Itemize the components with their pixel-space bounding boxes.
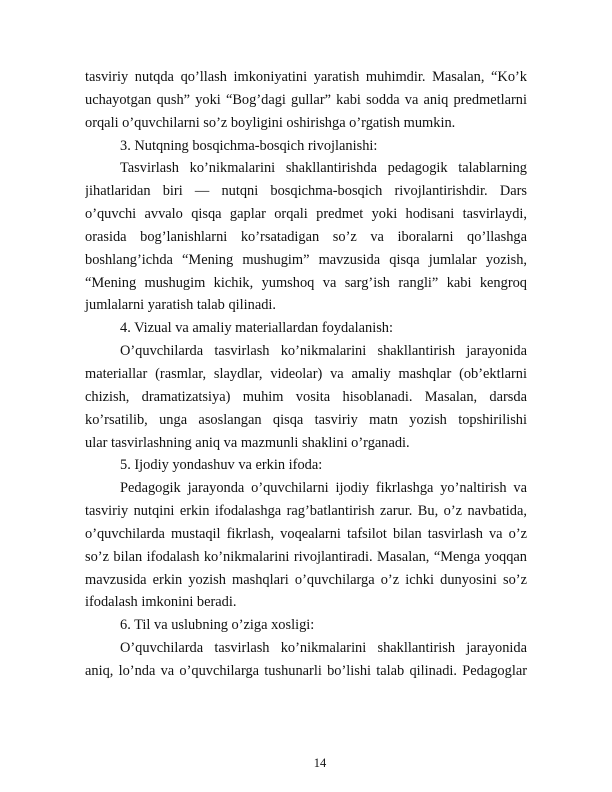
text-line: 4. Vizual va amaliy materiallardan foydalanish: <box>120 320 393 337</box>
text-line: o’quvchilarda mustaqil fikrlash, voqealarni tafsilot bilan tasvirlash va o’z <box>85 525 527 542</box>
text-line: so’z bilan ifodalash ko’nikmalarini rivojlantiradi. Masalan, “Menga yoqqan <box>85 548 527 565</box>
text-line: o’quvchi avvalo qisqa gaplar orqali predmet yoki hodisani tasvirlaydi, <box>85 206 527 223</box>
text-line: Pedagogik jarayonda o’quvchilarni ijodiy fikrlashga yo’naltirish va <box>120 480 527 497</box>
page-number: 14 <box>313 756 327 770</box>
paragraph <box>85 66 527 135</box>
text-line: aniq, lo’nda va o’quvchilarga tushunarli bo’lishi talab qilinadi. Pedagoglar <box>85 662 527 679</box>
text-line: O’quvchilarda tasvirlash ko’nikmalarini shakllantirish jarayonida <box>120 640 527 657</box>
paragraph <box>85 157 527 317</box>
text-line: tasviriy nutqini erkin ifodalashga rag’batlantirish zarur. Bu, o’z navbatida, <box>85 503 527 520</box>
document-body <box>85 66 527 683</box>
text-line: tasviriy nutqda qo’llash imkoniyatini yaratish muhimdir. Masalan, “Ko’k <box>85 69 527 85</box>
text-line: ular tasvirlashning aniq va mazmunli shaklini o’rganadi. <box>85 434 410 451</box>
text-line: orasida bog’lanishlarni ko’rsatadigan so’z va iboralarni qo’llashga <box>85 228 527 245</box>
paragraph <box>85 637 527 683</box>
text-line: ifodalash imkonini beradi. <box>85 594 237 611</box>
text-line: jumlalarni yaratish talab qilinadi. <box>85 297 277 314</box>
text-line: “Mening mushugim kichik, yumshoq va sarg’ish rangli” kabi kengroq <box>85 274 527 291</box>
text-line: Tasvirlash ko’nikmalarini shakllantirishda pedagogik talablarning <box>120 160 527 177</box>
text-line: ko’rsatilib, unga asoslangan qisqa tasviriy matn yozish topshirilishi <box>85 411 527 428</box>
text-line: chizish, dramatizatsiya) muhim vosita hisoblanadi. Masalan, darsda <box>85 388 527 405</box>
text-line: 6. Til va uslubning o’ziga xosligi: <box>120 617 315 634</box>
text-line: uchayotgan qush” yoki “Bog’dagi gullar” kabi sodda va aniq predmetlarni <box>85 91 527 108</box>
section-heading <box>85 317 527 340</box>
paragraph <box>85 340 527 454</box>
text-line: O’quvchilarda tasvirlash ko’nikmalarini shakllantirish jarayonida <box>120 343 527 360</box>
text-line: mavzusida erkin yozish mashqlari o’quvchilarga o’z ichki dunyosini so’z <box>85 571 527 588</box>
section-heading <box>85 454 527 477</box>
text-line: 3. Nutqning bosqichma-bosqich rivojlanishi: <box>120 137 378 154</box>
text-line: materiallar (rasmlar, slaydlar, videolar) va amaliy mashqlar (ob’ektlarni <box>85 365 527 382</box>
section-heading <box>85 135 527 158</box>
text-line: jihatlaridan biri — nutqni bosqichma-bosqich rivojlantirishdir. Dars <box>85 183 527 200</box>
paragraph <box>85 477 527 614</box>
text-line: 5. Ijodiy yondashuv va erkin ifoda: <box>120 457 323 474</box>
section-heading <box>85 614 527 637</box>
text-line: orqali o’quvchilarni so’z boyligini oshirishga o’rgatish mumkin. <box>85 114 456 131</box>
text-line: boshlang’ichda “Mening mushugim” mavzusida qisqa jumlalar yozish, <box>85 251 527 268</box>
